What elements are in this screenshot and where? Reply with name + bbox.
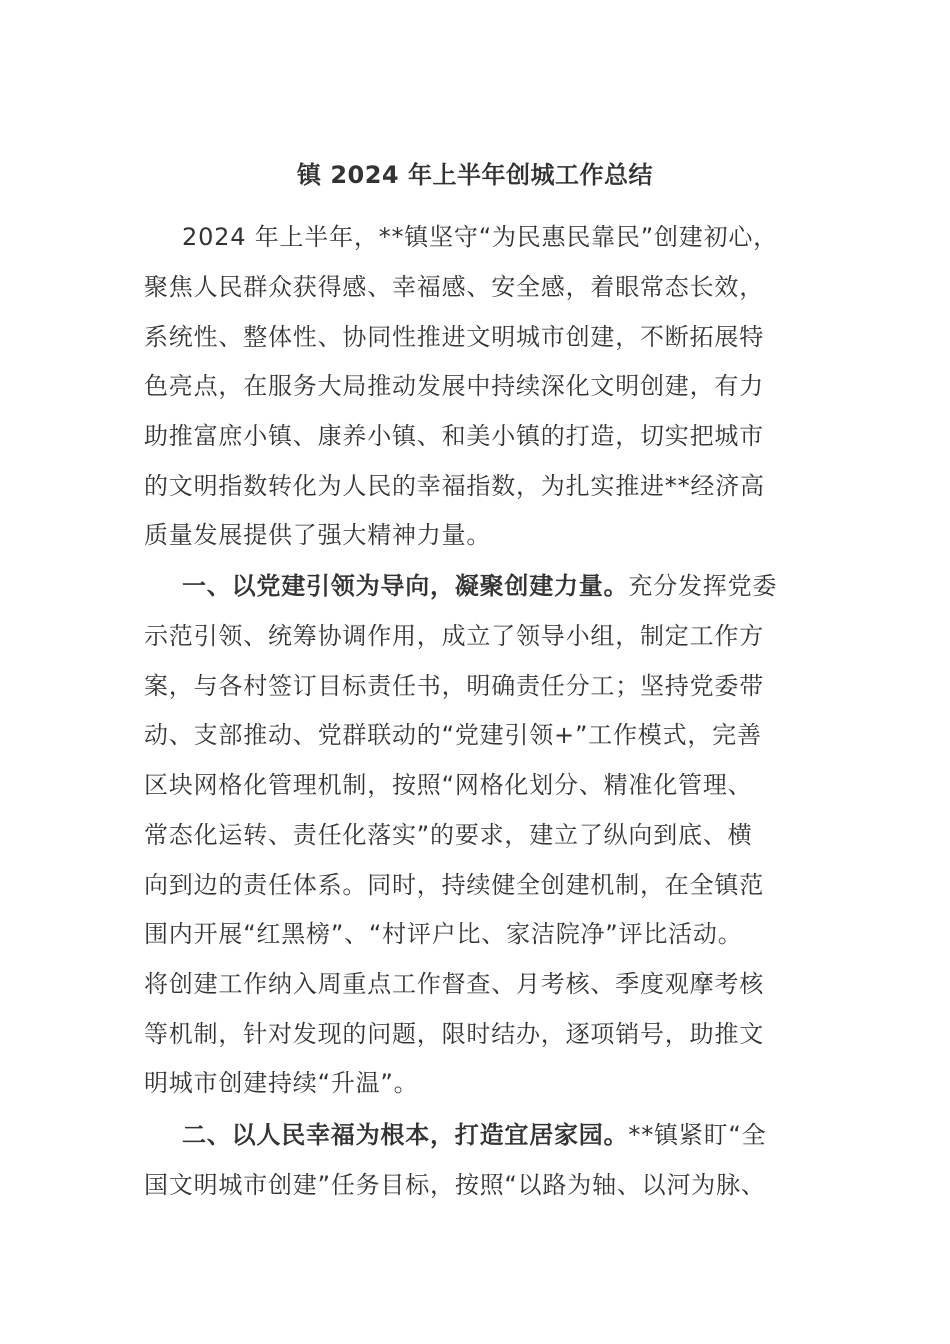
paragraph-line: 明城市创建持续“升温”。 [144, 1069, 419, 1097]
paragraph-line: 将创建工作纳入周重点工作督查、月考核、季度观摩考核 [144, 970, 764, 998]
paragraph-line: 聚焦人民群众获得感、幸福感、安全感，着眼常态长效， [144, 273, 764, 301]
paragraph-line: 2024 年上半年，**镇坚守“为民惠民靠民”创建初心， [182, 223, 778, 251]
paragraph-line: 的文明指数转化为人民的幸福指数，为扎实推进**经济高 [144, 472, 765, 500]
paragraph-text: **镇紧盯“全 [628, 1121, 767, 1149]
paragraph-text: 充分发挥党委 [628, 572, 778, 600]
paragraph-line: 围内开展“红黑榜”、“村评户比、家洁院净”评比活动。 [144, 920, 743, 948]
section-first-line [182, 1118, 766, 1152]
paragraph-line: 质量发展提供了强大精神力量。 [144, 521, 492, 549]
paragraph-line: 常态化运转、责任化落实”的要求，建立了纵向到底、横 [144, 821, 753, 849]
paragraph-line: 动、支部推动、党群联动的“党建引领+”工作模式，完善 [144, 721, 762, 749]
document-title: 镇 2024 年上半年创城工作总结 [296, 161, 653, 189]
paragraph-line: 案，与各村签订目标责任书，明确责任分工；坚持党委带 [144, 672, 764, 700]
paragraph-line: 国文明城市创建”任务目标，按照“以路为轴、以河为脉、 [144, 1171, 766, 1199]
section-first-line [182, 569, 777, 603]
section-heading: 一、以党建引领为导向，凝聚创建力量。 [182, 572, 629, 600]
paragraph-line: 助推富庶小镇、康养小镇、和美小镇的打造，切实把城市 [144, 422, 764, 450]
paragraph-line: 区块网格化管理机制，按照“网格化划分、精准化管理、 [144, 771, 753, 799]
paragraph-line: 示范引领、统筹协调作用，成立了领导小组，制定工作方 [144, 622, 764, 650]
paragraph-line: 向到边的责任体系。同时，持续健全创建机制，在全镇范 [144, 871, 764, 899]
paragraph-line: 系统性、整体性、协同性推进文明城市创建，不断拓展特 [144, 323, 764, 351]
section-heading: 二、以人民幸福为根本，打造宜居家园。 [182, 1121, 629, 1149]
paragraph-line: 等机制，针对发现的问题，限时结办，逐项销号，助推文 [144, 1020, 764, 1048]
paragraph-line: 色亮点，在服务大局推动发展中持续深化文明创建，有力 [144, 372, 764, 400]
